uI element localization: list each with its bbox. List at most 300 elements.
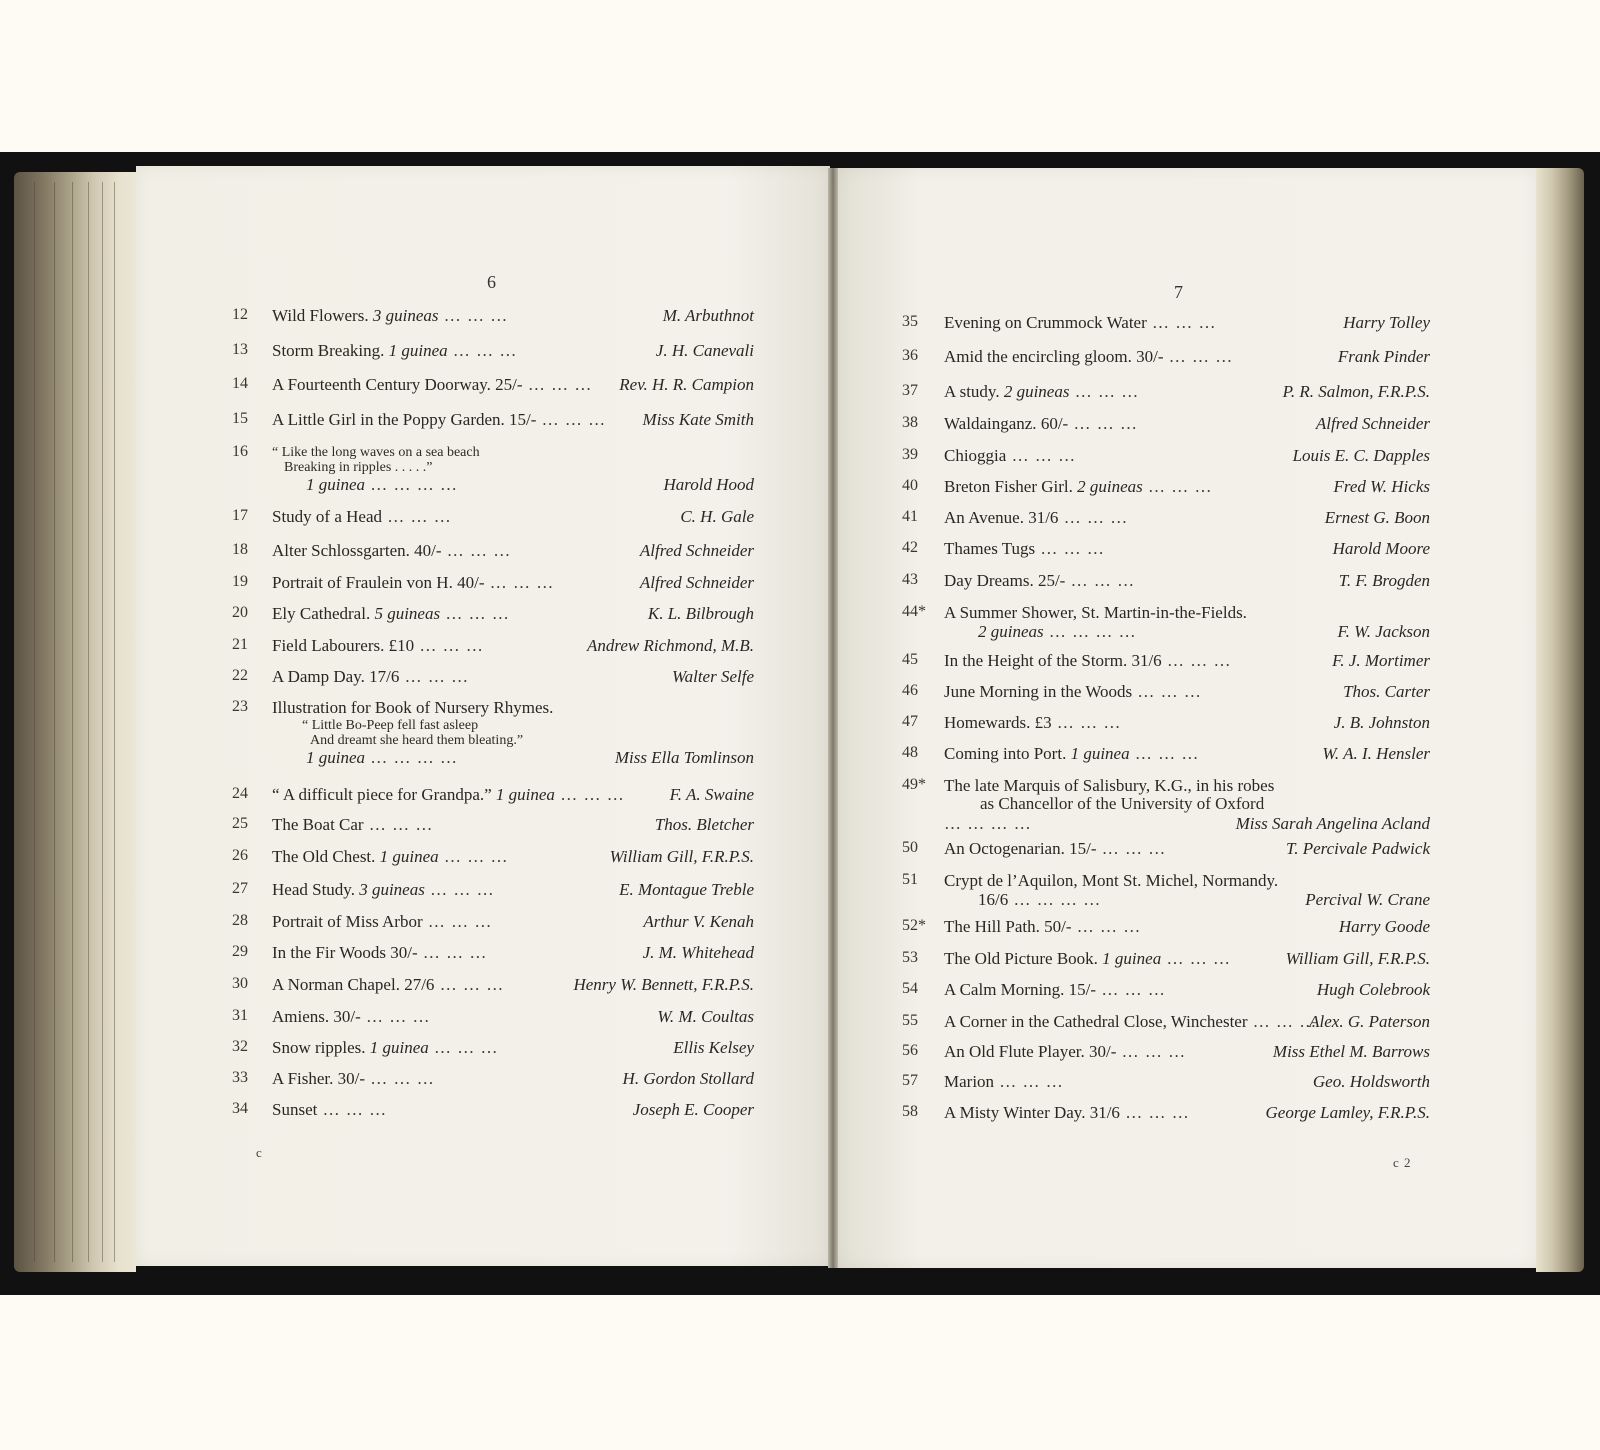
entry-number: 45 [902, 651, 918, 668]
catalogue-entry [902, 713, 1430, 735]
entry-price: 1 guinea [379, 847, 439, 866]
entry-title [272, 975, 504, 995]
entry-title-text: A Fisher. [272, 1069, 334, 1088]
entry-line [232, 1069, 754, 1091]
leader-dots: … … … [417, 943, 488, 962]
entry-title [944, 414, 1138, 434]
entry-title [944, 980, 1166, 1000]
entry-title [272, 636, 484, 656]
leader-dots: … … … [1161, 651, 1232, 670]
entry-title [944, 776, 1274, 796]
catalogue-entry [232, 943, 754, 965]
entry-title-text: A Little Girl in the Poppy Garden. [272, 410, 505, 429]
entry-line [232, 847, 754, 869]
leader-dots: … … … [1071, 917, 1142, 936]
entry-price: 30/- [337, 1069, 366, 1088]
entry-artist: Alfred Schneider [639, 573, 754, 592]
entry-title-text: Study of a Head [272, 507, 383, 526]
leader-dots: … … … [317, 1100, 388, 1119]
entry-quote-line: “ Little Bo-Peep fell fast asleep [302, 718, 479, 733]
entry-title [272, 667, 469, 687]
leader-dots: … … … … [365, 475, 459, 494]
catalogue-entry [232, 912, 754, 934]
entry-title [272, 880, 495, 900]
entry-line [232, 698, 754, 720]
entry-title [944, 839, 1166, 859]
catalogue-entry [232, 1038, 754, 1060]
entry-title-text: Amid the encircling gloom. [944, 347, 1132, 366]
entry-artist: William Gill, F.R.P.S. [1285, 949, 1430, 968]
entry-line [902, 890, 1430, 912]
entry-title-text: In the Height of the Storm. [944, 651, 1128, 670]
entry-artist: Miss Ella Tomlinson [614, 748, 754, 767]
entry-title [944, 651, 1231, 671]
entry-number: 46 [902, 682, 918, 699]
entry-line [902, 622, 1430, 644]
entry-number: 54 [902, 980, 918, 997]
entry-price: 3 guineas [359, 880, 425, 899]
catalogue-entry [232, 1007, 754, 1029]
entry-artist: F. J. Mortimer [1332, 651, 1430, 670]
entry-title [944, 347, 1233, 367]
entry-artist: Miss Ethel M. Barrows [1272, 1042, 1430, 1061]
leader-dots: … … … … [365, 748, 459, 767]
entry-line [232, 636, 754, 658]
catalogue-entry [902, 1103, 1430, 1125]
leader-dots: … … … [434, 975, 505, 994]
entry-title [944, 508, 1128, 528]
entry-number: 13 [232, 341, 248, 358]
catalogue-entry [232, 306, 754, 328]
entry-price: 31/6 [1028, 508, 1059, 527]
entry-number: 16 [232, 443, 248, 460]
entry-line [232, 1100, 754, 1122]
entry-title-text: Chioggia [944, 446, 1007, 465]
entry-title-text: The Old Picture Book. [944, 949, 1098, 968]
entry-artist: W. A. I. Hensler [1322, 744, 1430, 763]
entry-price: 1 guinea [369, 1038, 429, 1057]
entry-line [232, 541, 754, 563]
entry-line [232, 943, 754, 965]
entry-title [272, 1007, 431, 1027]
entry-artist: M. Arbuthnot [662, 306, 754, 325]
entry-artist: Harold Moore [1332, 539, 1430, 558]
entry-title [272, 306, 508, 326]
entry-title [944, 917, 1141, 937]
leader-dots: … … … [1119, 1103, 1190, 1122]
entry-line [902, 539, 1430, 561]
catalogue-entry [902, 382, 1430, 404]
catalogue-entry [232, 1100, 754, 1122]
entry-artist: Thos. Carter [1343, 682, 1430, 701]
leader-dots: … … … [1163, 347, 1234, 366]
entry-price: 2 guineas [1003, 382, 1070, 401]
entry-number: 14 [232, 375, 248, 392]
entry-title-text: Homewards. [944, 713, 1031, 732]
entry-artist: Frank Pinder [1337, 347, 1430, 366]
entry-title-text: Head Study. [272, 880, 355, 899]
entry-title-text: A Misty Winter Day. [944, 1103, 1086, 1122]
entry-number: 18 [232, 541, 248, 558]
entry-artist: J. M. Whitehead [642, 943, 754, 962]
entry-title-text: A Calm Morning. [944, 980, 1065, 999]
entry-line [232, 1007, 754, 1029]
entry-price: 1 guinea [306, 748, 366, 767]
entry-artist: Alfred Schneider [639, 541, 754, 560]
entry-title [272, 847, 508, 867]
entry-number: 35 [902, 313, 918, 330]
entry-line [902, 508, 1430, 530]
catalogue-entry [902, 477, 1430, 499]
entry-number: 32 [232, 1038, 248, 1055]
entry-price-line [978, 890, 1101, 910]
entry-price-line [306, 748, 458, 768]
entry-line [232, 410, 754, 432]
leader-dots: … … … [1035, 539, 1105, 558]
entry-artist: Walter Selfe [672, 667, 754, 686]
entry-price-line [978, 622, 1137, 642]
entry-title [944, 744, 1199, 764]
entry-title-text: A Norman Chapel. [272, 975, 400, 994]
entry-title-text: Alter Schlossgarten. [272, 541, 410, 560]
entry-artist: Harry Goode [1338, 917, 1430, 936]
entry-line [232, 375, 754, 397]
catalogue-entry [902, 839, 1430, 861]
entry-title-text: Snow ripples. [272, 1038, 366, 1057]
catalogue-entry [902, 446, 1430, 468]
entry-price: £3 [1034, 713, 1052, 732]
leader-dots: … … … [1065, 571, 1136, 590]
entry-title-continued: as Chancellor of the University of Oxford [980, 794, 1265, 813]
entry-number: 47 [902, 713, 918, 730]
entry-title-text: The Boat Car [272, 815, 364, 834]
leader-dots: … … … [422, 912, 493, 931]
entry-line [902, 814, 1430, 836]
catalogue-entry [902, 603, 1430, 641]
entry-number: 33 [232, 1069, 248, 1086]
leader-dots: … … … [414, 636, 484, 655]
entry-title [272, 1069, 435, 1089]
leader-dots: … … … … [944, 814, 1032, 833]
entry-title [944, 446, 1076, 466]
entry-line [902, 347, 1430, 369]
entry-number: 21 [232, 636, 248, 653]
entry-number: 22 [232, 667, 248, 684]
entry-price: 40/- [414, 541, 442, 560]
entry-line [902, 1072, 1430, 1094]
entry-line [232, 748, 754, 770]
leader-dots: … … … [438, 847, 509, 866]
catalogue-entry [232, 573, 754, 595]
left-page-edges [14, 172, 136, 1272]
catalogue-entry [232, 443, 754, 494]
entry-number: 15 [232, 410, 248, 427]
entry-title [272, 815, 433, 835]
catalogue-entry [902, 1072, 1430, 1094]
entry-number: 43 [902, 571, 918, 588]
entry-line [902, 313, 1430, 335]
leader-dots: … … … [365, 1069, 435, 1088]
entry-number: 38 [902, 414, 918, 431]
entry-number: 44* [902, 603, 926, 620]
entry-title [272, 1100, 387, 1120]
catalogue-entry [232, 341, 754, 363]
entry-title [272, 541, 511, 561]
entry-artist: Miss Sarah Angelina Acland [1235, 814, 1430, 833]
entry-title-text: An Avenue. [944, 508, 1024, 527]
entry-price: 50/- [1044, 917, 1072, 936]
leader-dots: … … … [1051, 713, 1122, 732]
entry-artist: Louis E. C. Dapples [1292, 446, 1430, 465]
entry-artist: Ernest G. Boon [1324, 508, 1430, 527]
entry-number: 37 [902, 382, 918, 399]
entry-artist: Hugh Colebrook [1316, 980, 1430, 999]
entry-number: 12 [232, 306, 248, 323]
catalogue-entry [902, 949, 1430, 971]
entry-artist: Harold Hood [663, 475, 754, 494]
entry-number: 41 [902, 508, 918, 525]
leader-dots: … … … … [1043, 622, 1137, 641]
entry-title-text: “ A difficult piece for Grandpa.” [272, 785, 492, 804]
leader-dots: … … … [554, 785, 625, 804]
entry-number: 34 [232, 1100, 248, 1117]
entry-title [272, 785, 625, 805]
entry-title [944, 1103, 1190, 1123]
catalogue-entry [902, 539, 1430, 561]
entry-price: 1 guinea [306, 475, 366, 494]
entry-title-text: The late Marquis of Salisbury, K.G., in his robes [944, 776, 1275, 795]
entry-title-text: The Hill Path. [944, 917, 1040, 936]
entry-artist: H. Gordon Stollard [622, 1069, 754, 1088]
entry-artist: Andrew Richmond, M.B. [587, 636, 754, 655]
leader-dots: … … … … [1008, 890, 1102, 909]
entry-line [902, 1103, 1430, 1125]
leader-dots: … … … [994, 1072, 1064, 1091]
entry-quote-line: And dreamt she heard them bleating.” [310, 733, 524, 748]
entry-line [902, 917, 1430, 939]
entry-title [272, 573, 554, 593]
catalogue-entry [232, 410, 754, 432]
entry-price: 15/- [1069, 839, 1097, 858]
entry-price: 30/- [333, 1007, 361, 1026]
entry-number: 24 [232, 785, 248, 802]
leader-dots: … … … [536, 410, 607, 429]
leader-dots: … … … [424, 880, 495, 899]
catalogue-entry [232, 698, 754, 767]
entry-title [272, 1038, 499, 1058]
entry-title [272, 341, 517, 361]
entry-price: 40/- [457, 573, 485, 592]
leader-dots: … … … [1096, 839, 1167, 858]
leader-dots: … … … [441, 541, 512, 560]
leader-dots: … … … [1142, 477, 1213, 496]
leader-dots: … … … [484, 573, 555, 592]
leader-dots: … … … [399, 667, 470, 686]
entry-title-text: An Old Flute Player. [944, 1042, 1085, 1061]
entry-title [944, 313, 1217, 333]
entry-price: 60/- [1040, 414, 1069, 433]
entry-artist: K. L. Bilbrough [647, 604, 754, 623]
entry-number: 48 [902, 744, 918, 761]
entry-line [902, 744, 1430, 766]
entry-price: 31/6 [1131, 651, 1162, 670]
entry-quote-line: Breaking in ripples . . . . .” [284, 460, 433, 475]
entry-title-text: Wild Flowers. [272, 306, 369, 325]
entry-line [232, 815, 754, 837]
entry-artist: Thos. Bletcher [654, 815, 754, 834]
entry-artist: Henry W. Bennett, F.R.P.S. [573, 975, 754, 994]
catalogue-entry [902, 508, 1430, 530]
entry-number: 49* [902, 776, 926, 793]
entry-price: 3 guineas [372, 306, 439, 325]
entry-price: £10 [388, 636, 415, 655]
entry-title-text: A Corner in the Cathedral Close, Winchester [944, 1012, 1248, 1031]
entry-title-text: Thames Tugs [944, 539, 1036, 558]
leader-dots: … … … [1069, 382, 1140, 401]
entry-title [944, 949, 1231, 969]
entry-price: 27/6 [404, 975, 435, 994]
entry-title-text: An Octogenarian. [944, 839, 1065, 858]
entry-title [272, 912, 492, 932]
signature-mark-right: c 2 [1393, 1155, 1412, 1170]
catalogue-entry [902, 980, 1430, 1002]
entry-line [902, 571, 1430, 593]
entry-line [232, 475, 754, 497]
entry-price: 25/- [1037, 571, 1066, 590]
entry-number: 51 [902, 871, 918, 888]
entry-price-line [306, 475, 458, 495]
entry-title [944, 477, 1213, 497]
entry-title-text: Amiens. [272, 1007, 330, 1026]
entry-price: 17/6 [369, 667, 400, 686]
entry-artist: Harry Tolley [1343, 313, 1430, 332]
catalogue-entry [902, 651, 1430, 673]
entry-price: 2 guineas [978, 622, 1044, 641]
entry-artist: P. R. Salmon, F.R.P.S. [1282, 382, 1430, 401]
catalogue-entry [232, 541, 754, 563]
entry-line [232, 306, 754, 328]
entry-artist: Alfred Schneider [1315, 414, 1430, 433]
entry-number: 55 [902, 1012, 918, 1029]
entry-number: 56 [902, 1042, 918, 1059]
entry-price: 1 guinea [495, 785, 555, 804]
entry-number: 53 [902, 949, 918, 966]
entry-number: 27 [232, 880, 248, 897]
entry-title [272, 943, 487, 963]
entry-line [902, 414, 1430, 436]
entry-line [232, 785, 754, 807]
entry-title [944, 571, 1135, 591]
entry-artist: J. B. Johnston [1333, 713, 1430, 732]
catalogue-entry [232, 815, 754, 837]
entry-title-text: Waldainganz. [944, 414, 1037, 433]
entry-number: 19 [232, 573, 248, 590]
entry-price: 31/6 [1089, 1103, 1120, 1122]
entry-title [944, 382, 1139, 402]
entry-number: 26 [232, 847, 248, 864]
entry-line [232, 341, 754, 363]
entry-line [232, 604, 754, 626]
leader-dots: … … … [1132, 682, 1202, 701]
entry-number: 20 [232, 604, 248, 621]
catalogue-entry [232, 375, 754, 397]
entry-price: 30/- [390, 943, 418, 962]
entry-line [902, 651, 1430, 673]
entry-title-text: Portrait of Fraulein von H. [272, 573, 453, 592]
entry-title-text: Illustration for Book of Nursery Rhymes. [272, 698, 554, 717]
entry-title-text: A study. [944, 382, 1000, 401]
entry-title [944, 1042, 1186, 1062]
entry-title [944, 713, 1121, 733]
entry-artist: T. F. Brogden [1338, 571, 1430, 590]
entry-quote-line: “ Like the long waves on a sea beach [272, 445, 480, 460]
entry-title [272, 698, 553, 718]
entry-artist: W. M. Coultas [657, 1007, 754, 1026]
catalogue-entry [902, 776, 1430, 833]
entry-title-text: Evening on Crummock Water [944, 313, 1147, 332]
entry-number: 23 [232, 698, 248, 715]
entry-title-text: Field Labourers. [272, 636, 385, 655]
leader-dots: … … … [1058, 508, 1129, 527]
entry-line [232, 975, 754, 997]
catalogue-entry [232, 604, 754, 626]
entry-title-text: Portrait of Miss Arbor [272, 912, 423, 931]
entry-price: 30/- [1136, 347, 1164, 366]
entry-title-text: Crypt de l’Aquilon, Mont St. Michel, Normandy. [944, 871, 1279, 890]
catalogue-entry [902, 347, 1430, 369]
entry-title [944, 1012, 1317, 1032]
book-gutter [828, 168, 838, 1268]
entry-artist: Arthur V. Kenah [643, 912, 754, 931]
entry-price: 15/- [1068, 980, 1097, 999]
catalogue-entry [902, 414, 1430, 436]
entry-title-text: Coming into Port. [944, 744, 1067, 763]
catalogue-entry [902, 682, 1430, 704]
entry-artist: Alex. G. Paterson [1309, 1012, 1430, 1031]
catalogue-entry [232, 667, 754, 689]
leader-dots: … … … [382, 507, 452, 526]
entry-price: 1 guinea [1102, 949, 1162, 968]
entry-price: 15/- [509, 410, 537, 429]
entry-artist: Miss Kate Smith [642, 410, 754, 429]
entry-number: 58 [902, 1103, 918, 1120]
entry-artist: Percival W. Crane [1305, 890, 1430, 909]
entry-price: 25/- [495, 375, 523, 394]
leader-dots: … … … [1146, 313, 1217, 332]
entry-artist: William Gill, F.R.P.S. [609, 847, 754, 866]
entry-title-text: Marion [944, 1072, 995, 1091]
entry-price: 5 guineas [374, 604, 441, 623]
entry-title-text: Breton Fisher Girl. [944, 477, 1073, 496]
leader-dots: … … … [440, 604, 510, 623]
entry-title-text: The Old Chest. [272, 847, 376, 866]
entry-number: 39 [902, 446, 918, 463]
entry-number: 30 [232, 975, 248, 992]
entry-title-text: In the Fir Woods [272, 943, 387, 962]
entry-title-text: Day Dreams. [944, 571, 1034, 590]
leader-dots: … … … [1161, 949, 1231, 968]
catalogue-entry [232, 847, 754, 869]
catalogue-entry [232, 507, 754, 529]
catalogue-entry [232, 1069, 754, 1091]
leader-dots: … … … [447, 341, 518, 360]
entry-title [272, 507, 452, 527]
entry-artist: George Lamley, F.R.P.S. [1265, 1103, 1430, 1122]
entry-artist: E. Montague Treble [619, 880, 754, 899]
entry-line [902, 839, 1430, 861]
entry-line [902, 1012, 1430, 1034]
entry-artist: C. H. Gale [680, 507, 754, 526]
